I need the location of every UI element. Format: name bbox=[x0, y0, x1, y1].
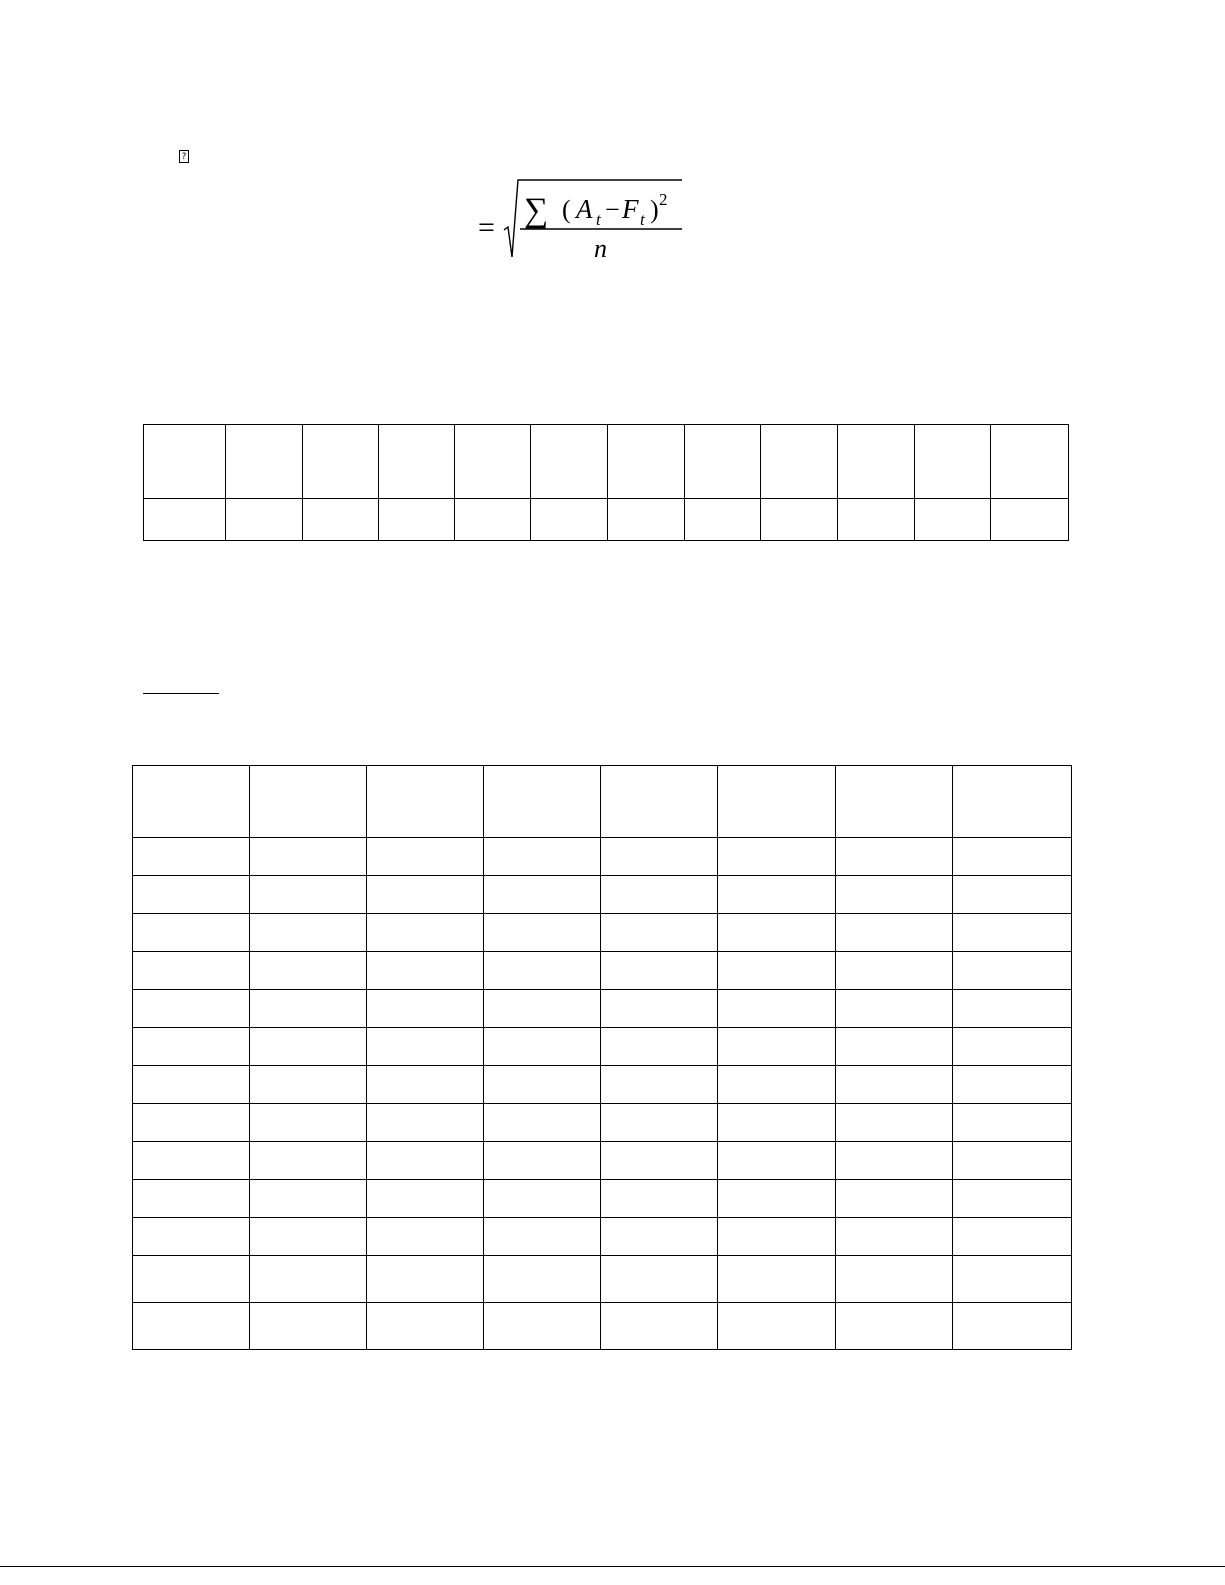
table-cell bbox=[601, 1142, 718, 1180]
table-cell bbox=[685, 499, 761, 541]
table-cell bbox=[836, 1180, 953, 1218]
formula-a-subscript: t bbox=[596, 210, 601, 229]
data-table-2 bbox=[132, 765, 1072, 1350]
table-row bbox=[133, 1180, 1072, 1218]
table-cell bbox=[601, 1180, 718, 1218]
table-cell bbox=[133, 766, 250, 838]
table-cell bbox=[367, 838, 484, 876]
table-cell bbox=[718, 1218, 836, 1256]
table-cell bbox=[250, 1256, 367, 1303]
table-cell bbox=[836, 1028, 953, 1066]
table-cell bbox=[484, 952, 601, 990]
table-cell bbox=[953, 1028, 1072, 1066]
table-cell bbox=[133, 990, 250, 1028]
table-cell bbox=[838, 425, 915, 499]
table-cell bbox=[367, 1066, 484, 1104]
formula-open-paren: ( bbox=[562, 195, 571, 224]
table-cell bbox=[484, 838, 601, 876]
table-cell bbox=[250, 766, 367, 838]
table-cell bbox=[250, 952, 367, 990]
table-row bbox=[133, 952, 1072, 990]
table-row bbox=[133, 914, 1072, 952]
table-cell bbox=[601, 1218, 718, 1256]
table-cell bbox=[455, 499, 531, 541]
table-cell bbox=[133, 838, 250, 876]
table-cell bbox=[836, 876, 953, 914]
table-cell bbox=[915, 425, 991, 499]
page-footer-rule bbox=[0, 1566, 1225, 1567]
table-cell bbox=[133, 952, 250, 990]
formula-a: A bbox=[576, 194, 593, 224]
table-row bbox=[133, 1256, 1072, 1303]
table-cell bbox=[133, 1028, 250, 1066]
table-row bbox=[133, 1104, 1072, 1142]
table-cell bbox=[953, 952, 1072, 990]
table-cell bbox=[836, 1142, 953, 1180]
table-cell bbox=[303, 499, 379, 541]
table-cell bbox=[250, 1142, 367, 1180]
table-cell bbox=[836, 766, 953, 838]
table-cell bbox=[250, 990, 367, 1028]
table-cell bbox=[718, 990, 836, 1028]
table-cell bbox=[367, 1180, 484, 1218]
table-cell bbox=[953, 1256, 1072, 1303]
table-cell bbox=[718, 1028, 836, 1066]
table-cell bbox=[953, 1104, 1072, 1142]
table-header-row bbox=[144, 425, 1069, 499]
table-cell bbox=[484, 1028, 601, 1066]
table-cell bbox=[836, 838, 953, 876]
table-cell bbox=[484, 766, 601, 838]
table-cell bbox=[484, 1256, 601, 1303]
table-cell bbox=[836, 1256, 953, 1303]
table-cell bbox=[144, 499, 226, 541]
table-cell bbox=[836, 1303, 953, 1350]
table-cell bbox=[601, 1066, 718, 1104]
data-table-1 bbox=[143, 424, 1069, 541]
table-cell bbox=[761, 499, 838, 541]
table-header-row bbox=[133, 766, 1072, 838]
table-cell bbox=[601, 914, 718, 952]
table-cell bbox=[133, 914, 250, 952]
formula-sigma: ∑ bbox=[524, 192, 549, 229]
table-cell bbox=[685, 425, 761, 499]
formula-f-subscript: t bbox=[640, 210, 645, 229]
table-cell bbox=[133, 1066, 250, 1104]
table-cell bbox=[718, 838, 836, 876]
table-row bbox=[133, 1303, 1072, 1350]
rmse-formula bbox=[478, 175, 688, 265]
table-cell bbox=[718, 766, 836, 838]
table-cell bbox=[836, 914, 953, 952]
table-cell bbox=[836, 990, 953, 1028]
table-cell bbox=[531, 499, 608, 541]
table-cell bbox=[250, 838, 367, 876]
table-cell bbox=[953, 1303, 1072, 1350]
table-cell bbox=[915, 499, 991, 541]
table-cell bbox=[601, 838, 718, 876]
table-cell bbox=[250, 1180, 367, 1218]
table-cell bbox=[601, 1104, 718, 1142]
table-cell bbox=[226, 499, 303, 541]
table-cell bbox=[133, 1104, 250, 1142]
table-cell bbox=[608, 499, 685, 541]
table-cell bbox=[718, 1180, 836, 1218]
table-cell bbox=[484, 1142, 601, 1180]
table-cell bbox=[953, 766, 1072, 838]
table-cell bbox=[250, 876, 367, 914]
table-cell bbox=[718, 876, 836, 914]
table-row bbox=[133, 838, 1072, 876]
table-cell bbox=[367, 952, 484, 990]
table-cell bbox=[484, 1218, 601, 1256]
table-cell bbox=[367, 876, 484, 914]
table-cell bbox=[484, 914, 601, 952]
formula-f: F bbox=[622, 194, 639, 224]
table-cell bbox=[953, 876, 1072, 914]
table-cell bbox=[761, 425, 838, 499]
table-cell bbox=[250, 1303, 367, 1350]
table-cell bbox=[133, 876, 250, 914]
table-cell bbox=[718, 1256, 836, 1303]
table-cell bbox=[367, 766, 484, 838]
table-cell bbox=[718, 914, 836, 952]
table-row bbox=[133, 990, 1072, 1028]
table-cell bbox=[250, 1028, 367, 1066]
formula-denominator: n bbox=[594, 234, 607, 263]
table-cell bbox=[953, 990, 1072, 1028]
table-cell bbox=[133, 1142, 250, 1180]
table-cell bbox=[484, 990, 601, 1028]
table-cell bbox=[250, 914, 367, 952]
table-cell bbox=[367, 990, 484, 1028]
table-cell bbox=[953, 1066, 1072, 1104]
formula-exponent: 2 bbox=[659, 190, 668, 209]
table-cell bbox=[250, 1104, 367, 1142]
table-cell bbox=[836, 1218, 953, 1256]
table-row bbox=[133, 876, 1072, 914]
table-cell bbox=[953, 1218, 1072, 1256]
table-cell bbox=[133, 1218, 250, 1256]
table-cell bbox=[608, 425, 685, 499]
formula-equals: = bbox=[478, 211, 495, 244]
table-cell bbox=[367, 1142, 484, 1180]
table-cell bbox=[991, 499, 1069, 541]
table-cell bbox=[991, 425, 1069, 499]
table-cell bbox=[367, 1028, 484, 1066]
table-cell bbox=[531, 425, 608, 499]
table-cell bbox=[133, 1180, 250, 1218]
table-row bbox=[133, 1066, 1072, 1104]
table-cell bbox=[484, 1180, 601, 1218]
table-cell bbox=[484, 1303, 601, 1350]
table-cell bbox=[836, 1104, 953, 1142]
formula-minus: − bbox=[605, 195, 620, 224]
table-cell bbox=[953, 1142, 1072, 1180]
table-cell bbox=[484, 1066, 601, 1104]
table-cell bbox=[601, 1028, 718, 1066]
table-cell bbox=[953, 914, 1072, 952]
underlined-heading-rule bbox=[143, 693, 219, 694]
table-cell bbox=[367, 914, 484, 952]
table-cell bbox=[133, 1303, 250, 1350]
table-cell bbox=[953, 1180, 1072, 1218]
table-cell bbox=[601, 1303, 718, 1350]
table-row bbox=[133, 1142, 1072, 1180]
table-cell bbox=[303, 425, 379, 499]
table-cell bbox=[484, 1104, 601, 1142]
table-cell bbox=[226, 425, 303, 499]
table-cell bbox=[718, 1104, 836, 1142]
table-cell bbox=[250, 1218, 367, 1256]
table-cell bbox=[953, 838, 1072, 876]
table-cell bbox=[836, 952, 953, 990]
table-cell bbox=[455, 425, 531, 499]
missing-glyph-icon: ? bbox=[179, 150, 189, 163]
table-cell bbox=[601, 766, 718, 838]
table-cell bbox=[718, 1142, 836, 1180]
table-cell bbox=[718, 1303, 836, 1350]
table-cell bbox=[601, 952, 718, 990]
table-cell bbox=[836, 1066, 953, 1104]
table-cell bbox=[718, 1066, 836, 1104]
table-cell bbox=[367, 1218, 484, 1256]
table-cell bbox=[367, 1303, 484, 1350]
table-cell bbox=[250, 1066, 367, 1104]
table-cell bbox=[144, 425, 226, 499]
table-cell bbox=[367, 1104, 484, 1142]
table-cell bbox=[601, 990, 718, 1028]
table-cell bbox=[484, 876, 601, 914]
table-row bbox=[133, 1028, 1072, 1066]
table-cell bbox=[601, 876, 718, 914]
table-cell bbox=[379, 425, 455, 499]
formula-close-paren: ) bbox=[650, 195, 659, 224]
table-cell bbox=[601, 1256, 718, 1303]
table-row bbox=[133, 1218, 1072, 1256]
table-cell bbox=[838, 499, 915, 541]
table-cell bbox=[718, 952, 836, 990]
table-cell bbox=[379, 499, 455, 541]
table-row bbox=[144, 499, 1069, 541]
table-cell bbox=[367, 1256, 484, 1303]
table-cell bbox=[133, 1256, 250, 1303]
